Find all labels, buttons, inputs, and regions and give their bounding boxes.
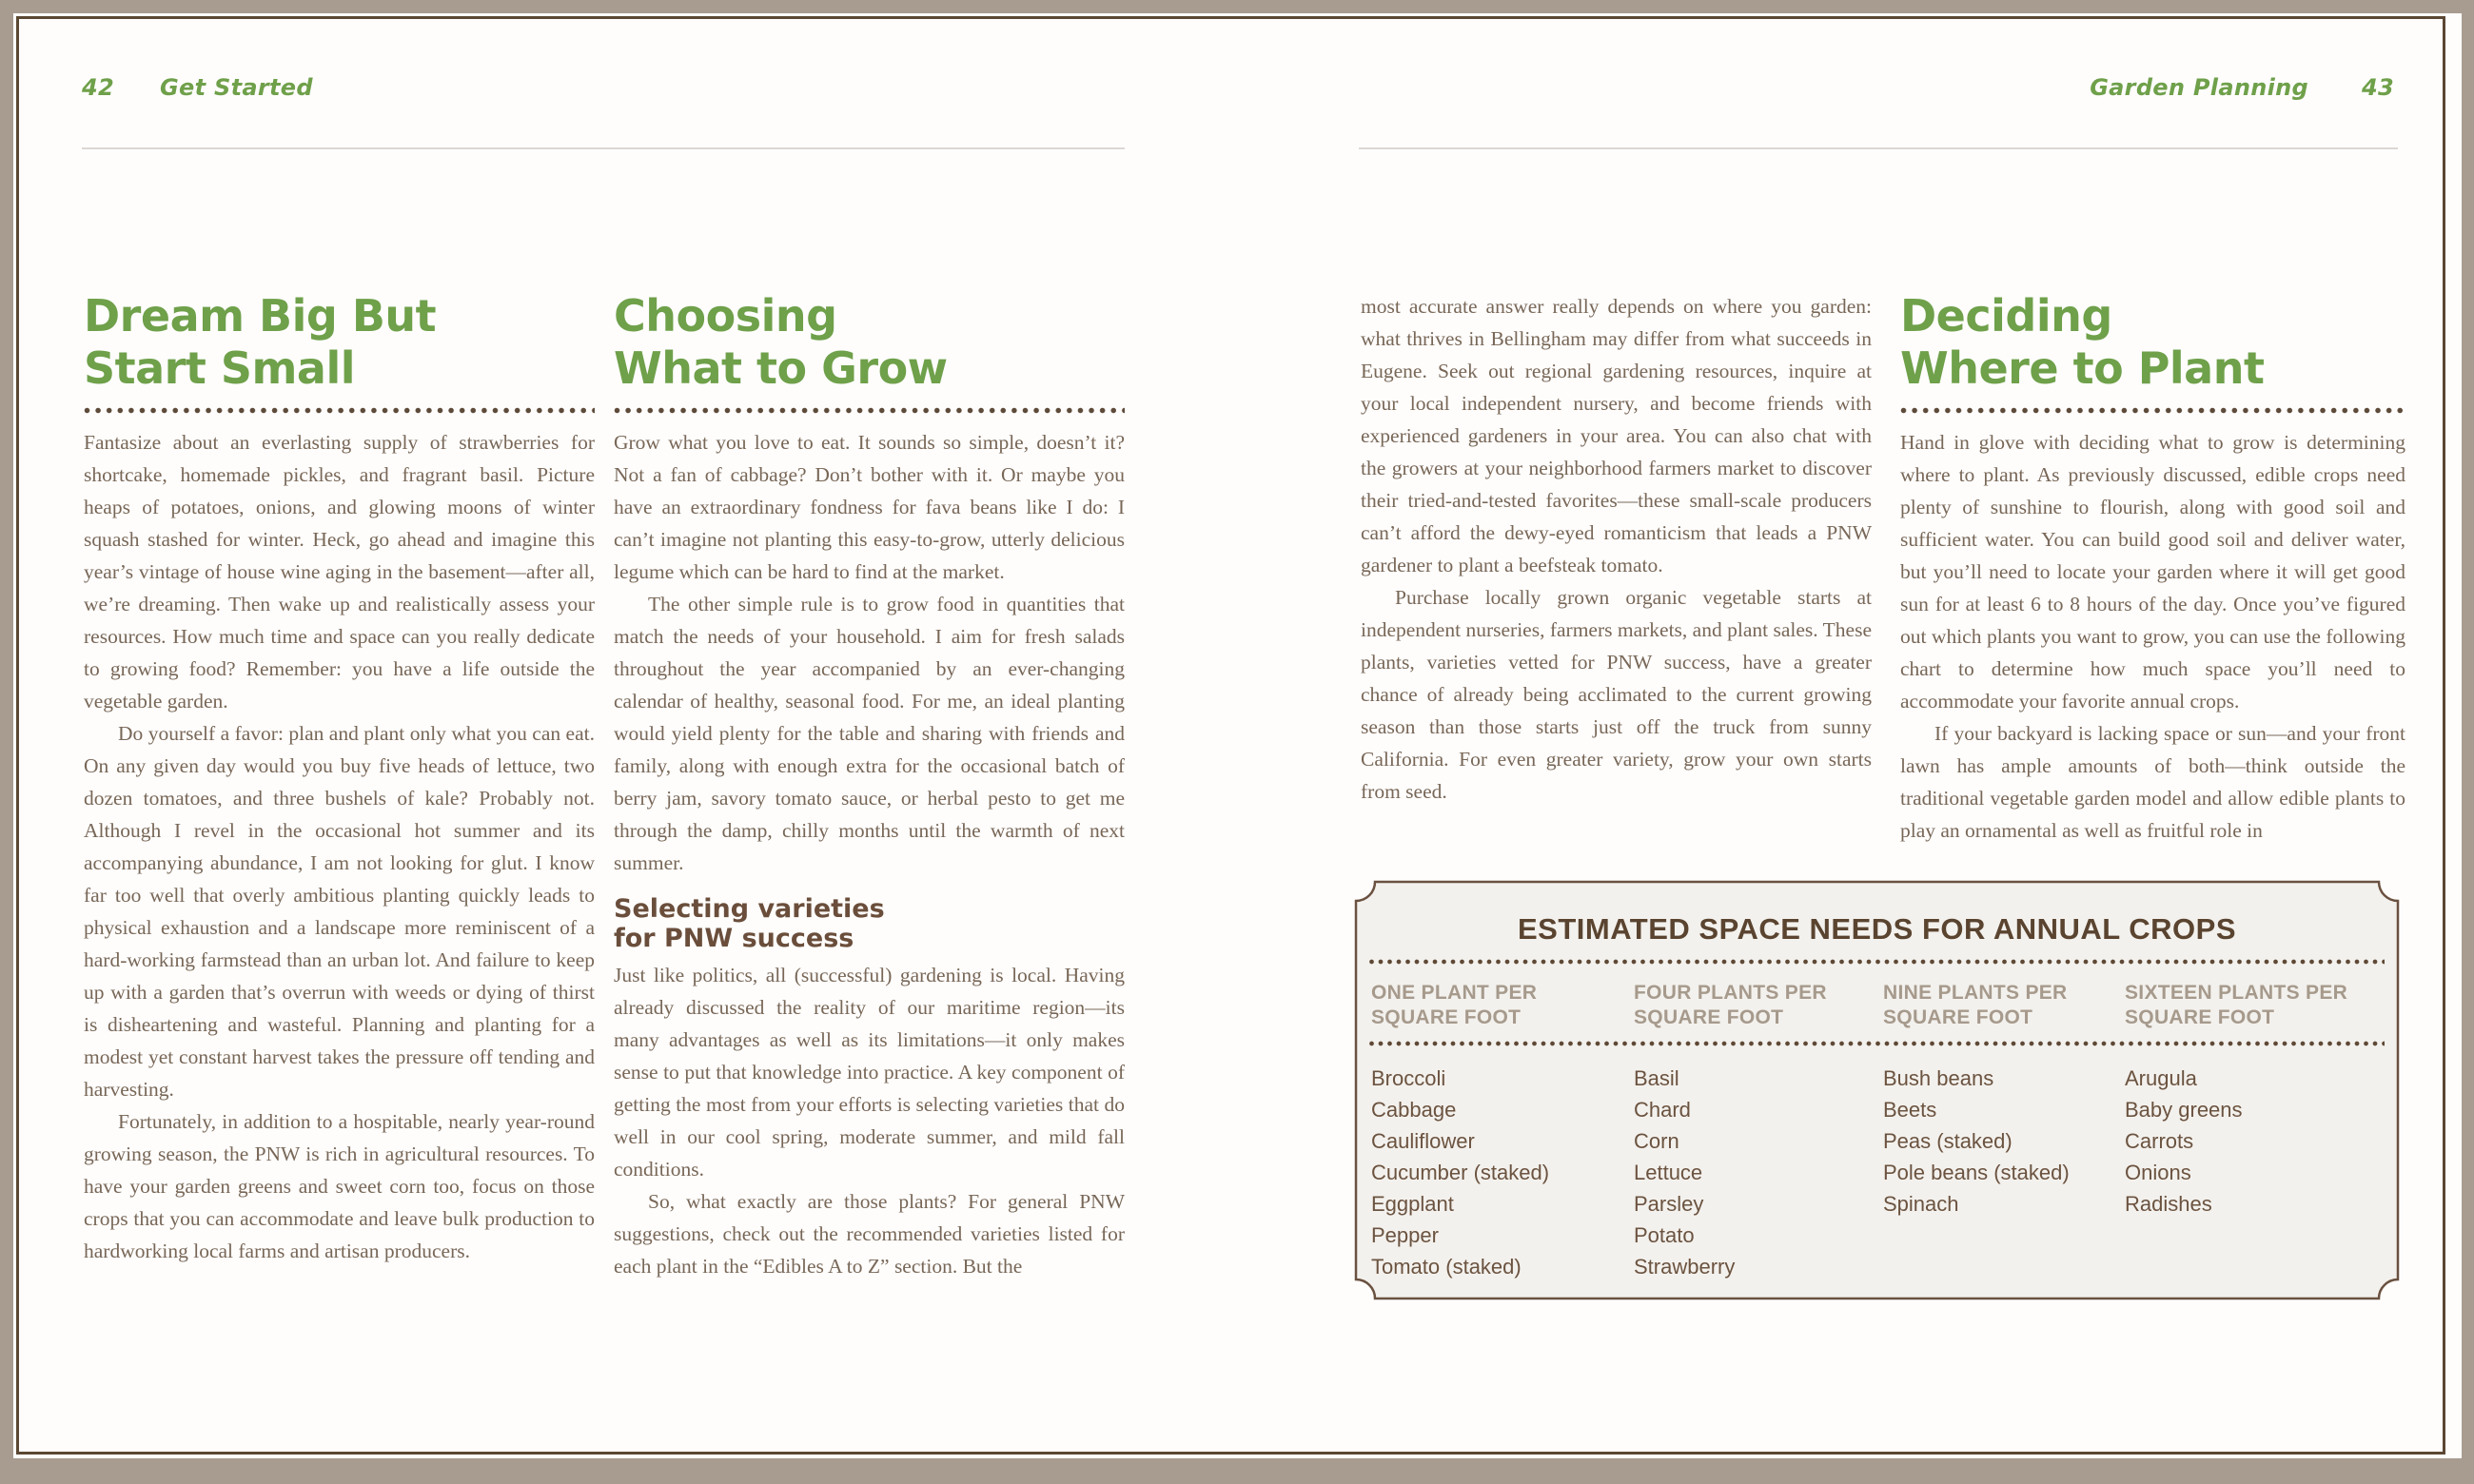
crop-item: Cucumber (staked): [1371, 1161, 1550, 1184]
column-dream-big: [84, 290, 595, 1267]
dotted-rule: [84, 407, 595, 414]
crop-item: Chard: [1634, 1098, 1691, 1122]
article-body: [614, 426, 1125, 1282]
title-line: What to Grow: [614, 342, 948, 394]
section-title-right: Garden Planning: [2090, 74, 2308, 101]
paragraph: Grow what you love to eat. It sounds so simple, doesn’t it? Not a fan of cabbage? Don’t bother with it. Or maybe you have an extraordinary fondness for fava beans like I do: I can’t imagine not planting this easy-to-grow, utterly delicious legume which can be hard to find at the market.: [614, 431, 1125, 583]
dotted-rule: [1369, 1041, 2385, 1046]
table-title: ESTIMATED SPACE NEEDS FOR ANNUAL CROPS: [1517, 912, 2237, 946]
table-column-header: [2125, 981, 2385, 1030]
header-line: SQUARE FOOT: [1883, 1006, 2033, 1028]
title-line: Deciding: [1900, 290, 2112, 342]
running-header-right: [2090, 74, 2394, 101]
page-number-left: 42: [82, 74, 114, 101]
header-rule-left-page: [82, 147, 1125, 149]
dotted-rule: [1369, 959, 2385, 965]
crop-item: Peas (staked): [1883, 1129, 2013, 1153]
crop-item: Basil: [1634, 1066, 1679, 1090]
crop-item: Lettuce: [1634, 1161, 1703, 1184]
crop-item: Baby greens: [2125, 1098, 2243, 1122]
paragraph: most accurate answer really depends on where you garden: what thrives in Bellingham may differ from what succeeds in Eugene. Seek out regional gardening resources, inquire at your local independent nursery, and become friends with experienced gardeners in your area. You can also chat with the growers at your neighborhood farmers market to discover their tried-and-tested favorites—these small-scale producers can’t afford the dewy-eyed romanticism that leads a PNW gardener to plant a beefsteak tomato.: [1361, 295, 1872, 576]
table-column-one-plant: [1371, 1063, 1634, 1282]
crop-item: Onions: [2125, 1161, 2191, 1184]
paragraph: Fantasize about an everlasting supply of strawberries for shortcake, homemade pickles, and fragrant basil. Picture heaps of potatoes, onions, and glowing moons of winter squash stashed for winter. Heck, go ahead and imagine this year’s vintage of house wine aging in the basement—after all, we’re dreaming. Then wake up and realistically assess your resources. How much time and space can you really dedicate to growing food? Remember: you have a life outside the vegetable garden.: [84, 431, 595, 713]
article-body: [1361, 290, 1872, 808]
table-header-row: [1369, 981, 2385, 1030]
article-body: [1900, 426, 2405, 847]
crop-item: Pepper: [1371, 1223, 1439, 1247]
table-column-four-plants: [1634, 1063, 1883, 1282]
crop-item: Tomato (staked): [1371, 1255, 1522, 1279]
crop-item: Eggplant: [1371, 1192, 1454, 1216]
crop-item: Cauliflower: [1371, 1129, 1475, 1153]
column-choosing-continued: [1361, 290, 1872, 808]
title-line: Dream Big But: [84, 290, 437, 342]
table-column-header: [1371, 981, 1634, 1030]
table-content: [1369, 880, 2385, 1282]
header-line: SQUARE FOOT: [1371, 1006, 1522, 1028]
column-choosing: [614, 290, 1125, 1282]
header-line: SIXTEEN PLANTS PER: [2125, 982, 2348, 1004]
space-needs-table: [1354, 880, 2400, 1300]
subheading-selecting-varieties: [614, 894, 1125, 953]
page-number-right: 43: [2362, 74, 2394, 101]
header-line: NINE PLANTS PER: [1883, 982, 2068, 1004]
paragraph: Purchase locally grown organic vegetable starts at independent nurseries, farmers markets, and plant sales. These plants, varieties vetted for PNW success, have a greater chance of already being acclimated to the current growing season than those starts just off the truck from sunny California. For even greater variety, grow your own starts from seed.: [1361, 586, 1872, 803]
crop-item: Cabbage: [1371, 1098, 1457, 1122]
title-line: Choosing: [614, 290, 837, 342]
crop-item: Corn: [1634, 1129, 1679, 1153]
dotted-rule: [1900, 407, 2405, 414]
header-line: ONE PLANT PER: [1371, 982, 1538, 1004]
crop-item: Carrots: [2125, 1129, 2194, 1153]
column-deciding: [1900, 290, 2405, 847]
crop-item: Bush beans: [1883, 1066, 1994, 1090]
crop-item: Arugula: [2125, 1066, 2197, 1090]
dotted-rule: [614, 407, 1125, 414]
paragraph: So, what exactly are those plants? For general PNW suggestions, check out the recommended varieties listed for each plant in the “Edibles A to Z” section. But the: [614, 1190, 1125, 1278]
section-title-left: Get Started: [160, 74, 313, 101]
crop-item: Strawberry: [1634, 1255, 1736, 1279]
table-column-sixteen-plants: [2125, 1063, 2385, 1282]
title-line: Where to Plant: [1900, 342, 2265, 394]
paragraph: The other simple rule is to grow food in quantities that match the needs of your household. I aim for fresh salads throughout the year accompanied by an ever-changing calendar of healthy, seasonal food. For me, an ideal planting would yield plenty for the table and sharing with friends and family, along with enough extra for the occasional batch of berry jam, savory tomato sauce, or herbal pesto to get me through the damp, chilly months until the warmth of next summer.: [614, 593, 1125, 874]
subheading-line: for PNW success: [614, 924, 854, 953]
header-rule-right-page: [1359, 147, 2398, 149]
paragraph: Do yourself a favor: plan and plant only what you can eat. On any given day would you buy five heads of lettuce, two dozen tomatoes, and three bushels of kale? Probably not. Although I revel in the occasional hot summer and its accompanying abundance, I am not looking for glut. I know far too well that overly ambitious planting quickly leads to physical exhaustion and a landscape more reminiscent of a hard-working farmstead than an urban lot. And failure to keep up with a garden that’s overrun with weeds or dying of thirst is disheartening and wasteful. Planning and planting for a modest yet constant harvest takes the pressure off tending and harvesting.: [84, 722, 595, 1101]
article-title-choosing: [614, 290, 1125, 395]
crop-item: Parsley: [1634, 1192, 1704, 1216]
paragraph: Hand in glove with deciding what to grow is determining where to plant. As previously discussed, edible crops need plenty of sunshine to flourish, along with good soil and sufficient water. You can build good soil and deliver water, but you’ll need to locate your garden where it will get good sun for at least 6 to 8 hours of the day. Once you’ve figured out which plants you want to grow, you can use the following chart to determine how much space you’ll need to accommodate your favorite annual crops.: [1900, 431, 2405, 713]
paragraph: If your backyard is lacking space or sun—and your front lawn has ample amounts of both—think outside the traditional vegetable garden model and allow edible plants to play an ornamental as well as fruitful role in: [1900, 722, 2405, 842]
table-body: [1369, 1063, 2385, 1282]
crop-item: Radishes: [2125, 1192, 2212, 1216]
crop-item: Broccoli: [1371, 1066, 1446, 1090]
header-line: SQUARE FOOT: [1634, 1006, 1784, 1028]
table-column-nine-plants: [1883, 1063, 2125, 1282]
table-column-header: [1634, 981, 1883, 1030]
article-title-deciding: [1900, 290, 2405, 395]
table-column-header: [1883, 981, 2125, 1030]
header-line: FOUR PLANTS PER: [1634, 982, 1827, 1004]
paragraph: Fortunately, in addition to a hospitable, nearly year-round growing season, the PNW is rich in agricultural resources. To have your garden greens and sweet corn too, focus on those crops that you can accommodate and leave bulk production to hardworking local farms and artisan producers.: [84, 1110, 595, 1262]
running-header-left: [82, 74, 313, 101]
crop-item: Pole beans (staked): [1883, 1161, 2070, 1184]
subheading-line: Selecting varieties: [614, 894, 885, 924]
crop-item: Potato: [1634, 1223, 1695, 1247]
title-line: Start Small: [84, 342, 355, 394]
article-body: [84, 426, 595, 1267]
article-title-dream-big: [84, 290, 595, 395]
header-line: SQUARE FOOT: [2125, 1006, 2275, 1028]
paragraph: Just like politics, all (successful) gardening is local. Having already discussed the reality of our maritime region—its many advantages as well as its limitations—it only makes sense to put that knowledge into practice. A key component of getting the most from your efforts is selecting varieties that do well in our cool spring, moderate summer, and mild fall conditions.: [614, 964, 1125, 1181]
crop-item: Spinach: [1883, 1192, 1959, 1216]
crop-item: Beets: [1883, 1098, 1937, 1122]
